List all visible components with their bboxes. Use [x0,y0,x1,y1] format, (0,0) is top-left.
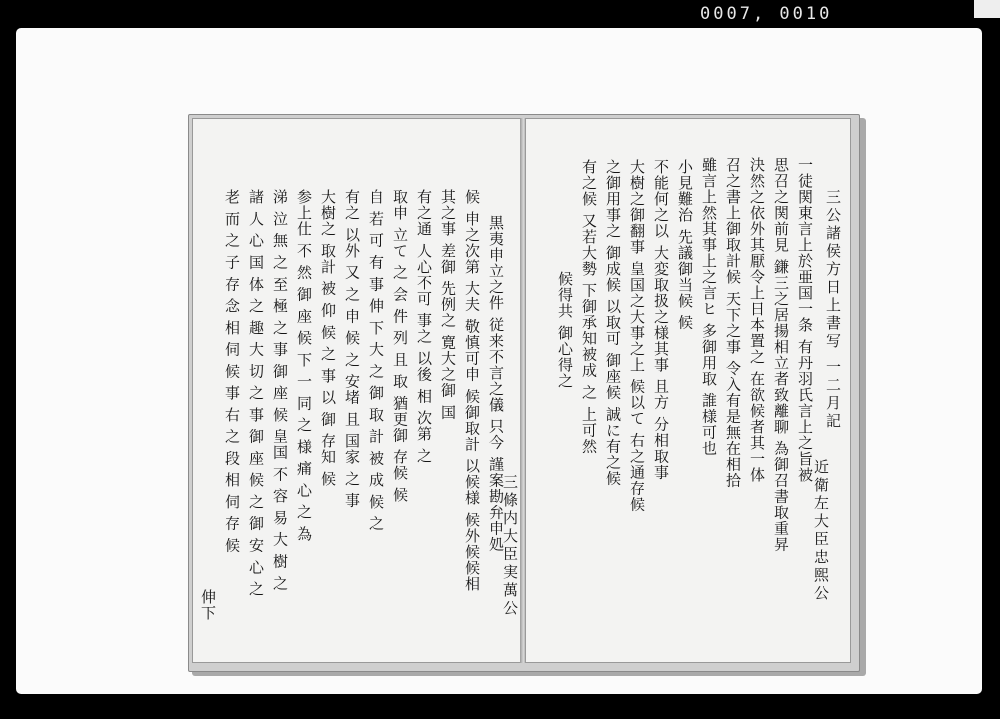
right-page-column: 小見難治 先議御当候 候 [676,159,694,331]
right-page-column: 有之候 又若大勢 下御承知被成 之 上可然 [580,159,598,455]
left-page-column: 自 若 可 有 事 伸 下 大 之 御 取 計 被 成 候 之 [367,189,385,532]
right-page-column: 不能何之以 大変取扱之様其事 且方 分相取事 [652,159,670,481]
left-page-column: 参上仕 不 然 御 座 候 下 一 同 之 様 痛 心 之 為 [295,189,313,542]
left-page-column: 其之事 差御 先例之 寛大之御 国 [439,189,457,421]
left-page [192,118,522,663]
right-page-column: 候得共 御心得之 [556,271,574,389]
right-page-column: 大樹之御翻事 皇国之大事之上 候以て 右之通存候 [628,159,646,513]
right-page [525,118,851,663]
film-frame-number: 0007, 0010 [700,4,833,24]
left-page-column: 有之 以外 又 之 申 候 之 安堵 且 国家 之 事 [343,189,361,509]
left-page-author: 三條内大臣実萬公 [501,474,519,618]
film-frame [16,28,982,694]
left-page-column: 涕 泣 無 之 至 極 之 事 御 座 候 皇国 不 容 易 大 樹 之 [271,189,289,592]
right-page-column: 之御用事之 御成候 以取可 御座候 誠に有之候 [604,159,622,487]
right-page-column: 召之書上御取計候 天下之事 令入有是無在相拾 [724,157,742,489]
right-page-title: 三公諸侯方日上書写 一二月記 [824,189,842,431]
left-page-column: 大樹之 取計 被 仰 候 之 事 以 御 存知 候 [319,189,337,487]
right-page-column: 思召之関前見 鎌三之居揚相立者致離聊 為御召書取重昇 [772,157,790,553]
left-page-column: 老 而 之 子 存 念 相 伺 候 事 右 之 段 相 伺 存 候 [223,189,241,554]
left-page-column: 有之通 人心不可 事之 以後 相 次第 之 [415,189,433,464]
open-book [188,112,862,676]
film-corner-mark [974,0,1000,18]
right-page-column: 一徒関東言上於亜国一条 有丹羽氏言上之旨被 [796,157,814,483]
right-page-author: 近衛左大臣忠煕公 [812,459,830,603]
left-page-column: 黒夷申立之件 従来不言之儀 只今 謹案勘弁申処 [487,215,505,553]
left-page-column: 候 申之次第 大夫 敬慎可申 候御取計 以候様 候外候候相 [463,189,481,592]
left-page-signature: 伸下 [199,589,217,621]
left-page-column: 諸 人 心 国 体 之 趣 大 切 之 事 御 座 候 之 御 安 心 之 [247,189,265,597]
right-page-column: 雖言上然其事上之言ヒ 多御用取 誰様可也 [700,157,718,457]
left-page-column: 取申 立て 之 会 件 列 且 取 猶更御 存候 候 [391,189,409,503]
right-page-column: 決然之依外其厭令上日本置之 在欲候者其一体 [748,157,766,483]
